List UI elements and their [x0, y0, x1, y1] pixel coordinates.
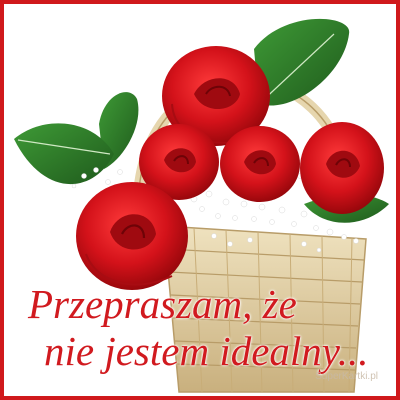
leaf-left: [14, 123, 114, 184]
site-watermark: SuperKartki.pl: [315, 371, 378, 382]
rose-center-right: [220, 126, 300, 202]
rose-bottom-left: [76, 182, 188, 290]
caption-line-1: Przepraszam, że: [28, 281, 297, 327]
caption-line-2: nie jestem idealny...: [44, 328, 369, 374]
rose-right: [300, 122, 384, 214]
